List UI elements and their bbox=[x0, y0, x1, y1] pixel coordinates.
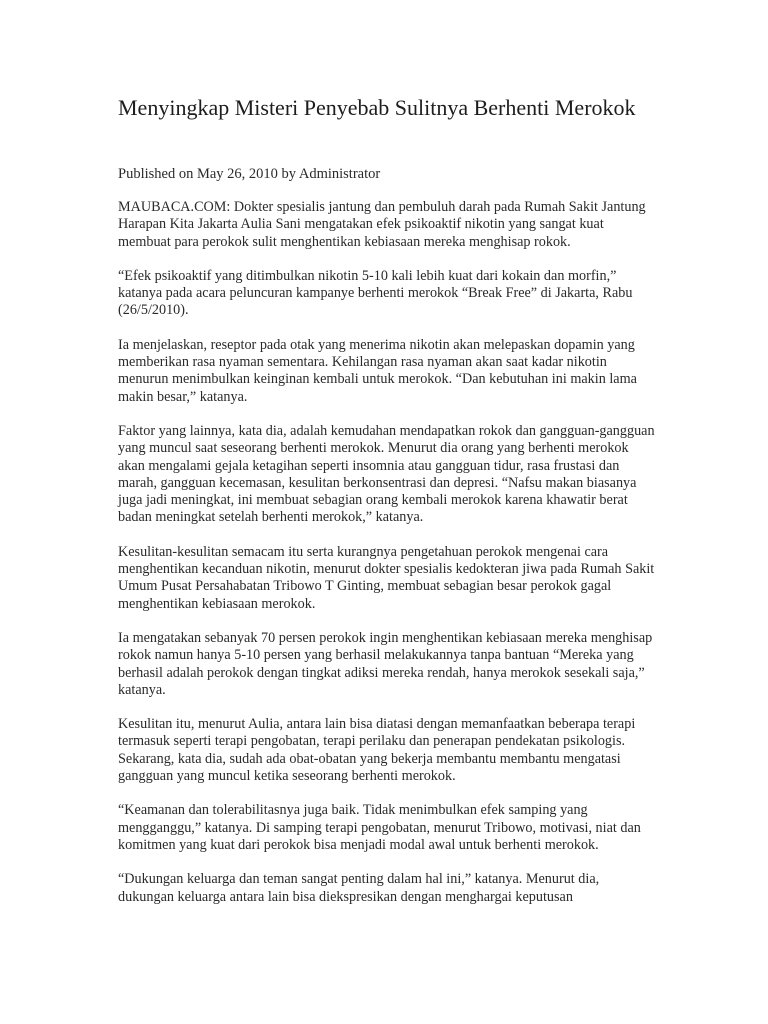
article-body bbox=[118, 199, 656, 923]
article-paragraph: “Efek psikoaktif yang ditimbulkan nikotin 5-10 kali lebih kuat dari kokain dan morfin,” katanya pada acara peluncuran kampanye berhenti merokok “Break Free” di Jakarta, Rabu (26/5/2010). bbox=[118, 267, 633, 319]
article-paragraph: Kesulitan itu, menurut Aulia, antara lain bisa diatasi dengan memanfaatkan beberapa terapi termasuk seperti terapi pengobatan, terapi perilaku dan penerapan pendekatan psikologis. Sekarang, kata dia, sudah ada obat-obatan yang bekerja membantu membantu mengatasi gangguan yang muncul ketika seseorang berhenti merokok. bbox=[118, 716, 636, 785]
article-paragraph: MAUBACA.COM: Dokter spesialis jantung dan pembuluh darah pada Rumah Sakit Jantung Harapan Kita Jakarta Aulia Sani mengatakan efek psikoaktif nikotin yang sangat kuat membuat para perokok sulit menghentikan kebiasaan mereka menghisap rokok. bbox=[118, 199, 646, 250]
article-title: Menyingkap Misteri Penyebab Sulitnya Berhenti Merokok bbox=[118, 95, 636, 120]
article-byline: Published on May 26, 2010 by Administrator bbox=[118, 166, 381, 182]
article-paragraph: Ia mengatakan sebanyak 70 persen perokok ingin menghentikan kebiasaan mereka menghisap rokok namun hanya 5-10 persen yang berhasil melakukannya tanpa bantuan “Mereka yang berhasil adalah perokok dengan tingkat adiksi mereka rendah, hanya merokok sesekali saja,” katanya. bbox=[118, 629, 653, 698]
article-paragraph: Kesulitan-kesulitan semacam itu serta kurangnya pengetahuan perokok mengenai cara menghentikan kecanduan nikotin, menurut dokter spesialis kedokteran jiwa pada Rumah Sakit Umum Pusat Persahabatan Tribowo T Ginting, membuat sebagian besar perokok gagal menghentikan kebiasaan merokok. bbox=[118, 543, 655, 612]
article-paragraph: Faktor yang lainnya, kata dia, adalah kemudahan mendapatkan rokok dan gangguan-gangguan yang muncul saat seseorang berhenti merokok. Menurut dia orang yang berhenti merokok akan mengalami gejala ketagihan seperti insomnia atau gangguan tidur, rasa frustasi dan marah, gangguan kecemasan, kesulitan berkonsentrasi dan depresi. “Nafsu makan biasanya juga jadi meningkat, ini membuat sebagian orang kembali merokok karena khawatir berat badan meningkat setelah berhenti merokok,” katanya. bbox=[118, 422, 655, 526]
article-paragraph: “Keamanan dan tolerabilitasnya juga baik. Tidak menimbulkan efek samping yang mengganggu,” katanya. Di samping terapi pengobatan, menurut Tribowo, motivasi, niat dan komitmen yang kuat dari perokok bisa menjadi modal awal untuk berhenti merokok. bbox=[118, 802, 641, 853]
article-paragraph: “Dukungan keluarga dan teman sangat penting dalam hal ini,” katanya. Menurut dia, dukungan keluarga antara lain bisa diekspresikan dengan menghargai keputusan bbox=[118, 871, 600, 905]
article-paragraph: Ia menjelaskan, reseptor pada otak yang menerima nikotin akan melepaskan dopamin yang memberikan rasa nyaman sementara. Kehilangan rasa nyaman akan saat kadar nikotin menurun menimbulkan keinginan kembali untuk merokok. “Dan kebutuhan ini makin lama makin besar,” katanya. bbox=[118, 336, 637, 405]
